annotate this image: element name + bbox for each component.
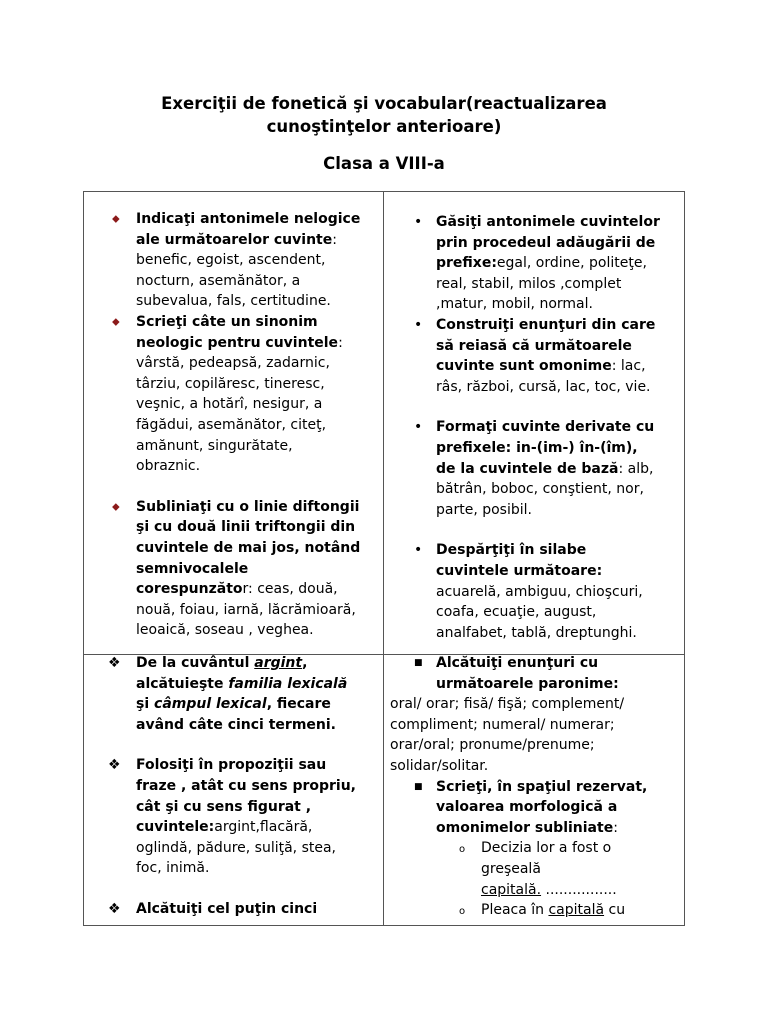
word-list: oglindă, pădure, suliţă, stea, <box>136 839 336 856</box>
exercise-homonyms <box>384 315 684 397</box>
exercise-lexical-family <box>84 653 382 735</box>
cell-bottom-right <box>384 653 684 925</box>
word-list: bătrân, boboc, conştient, nor, <box>436 481 644 498</box>
question-text: : <box>613 819 618 836</box>
word-list: : alb, <box>618 460 654 477</box>
word-list: r: ceas, două, <box>242 581 338 598</box>
sentence-text: greşeală <box>481 860 541 877</box>
exercise-proper-figurative <box>84 755 382 879</box>
question-text: având câte cinci termeni. <box>136 716 336 733</box>
word-list: vârstă, pedeapsă, zadarnic, <box>136 355 330 372</box>
question-text: prin procedeul adăugării de <box>436 234 656 251</box>
question-text: neologic pentru cuvintele <box>136 334 339 351</box>
bullet-dot-icon: • <box>414 542 423 559</box>
bullet-dot-icon: • <box>414 316 423 333</box>
question-text: prefixe: <box>436 255 497 272</box>
question-text: ale următoarelor cuvinte <box>136 231 333 248</box>
arrow-bullet-icon: ⬥ <box>112 314 120 328</box>
diamond-bullet-icon: ❖ <box>108 655 121 671</box>
exercise-derived-words <box>384 417 684 520</box>
question-text: fraze , atât cu sens propriu, <box>136 777 357 794</box>
word-list: foc, inimă. <box>136 860 210 877</box>
word-list: veşnic, a hotărî, nesigur, a <box>136 396 323 413</box>
question-text: Indicaţi antonimele nelogice <box>136 211 361 227</box>
cell-top-right <box>384 212 684 653</box>
bullet-dot-icon: • <box>414 419 423 436</box>
sentence-text: cu <box>604 902 626 919</box>
word-list: acuarelă, ambiguu, chioşcuri, <box>436 583 643 600</box>
question-text: Formaţi cuvinte derivate cu <box>436 419 655 436</box>
question-text: Găsiţi antonimele cuvintelor <box>436 214 660 230</box>
exercise-synonyms-neologic <box>84 312 382 477</box>
paronym-list <box>384 694 684 776</box>
question-text: Subliniaţi cu o linie diftongii <box>136 498 360 515</box>
word-list: făgădui, asemănător, citeţ, <box>136 416 327 433</box>
exercise-at-least-five <box>84 899 382 920</box>
document-subtitle: Clasa a VIII-a <box>323 154 445 173</box>
subitem-sentence-2 <box>384 900 684 921</box>
word-list: : lac, <box>611 358 646 375</box>
exercise-diphthongs <box>84 497 382 641</box>
sentence-text: Decizia lor a fost o <box>481 840 612 857</box>
word-list: amănunt, singurătate, <box>136 437 293 454</box>
circle-bullet-icon: o <box>459 906 466 918</box>
question-text: Alcătuiţi enunţuri cu <box>436 655 599 671</box>
word-list: benefic, egoist, ascendent, <box>136 252 326 269</box>
question-text: Scrieţi câte un sinonim <box>136 313 318 330</box>
exercise-morphological-value <box>384 777 684 839</box>
word-list: egal, ordine, politeţe, <box>496 255 647 272</box>
question-text: alcătuieşte <box>136 675 229 692</box>
word-list: coafa, ecuaţie, august, <box>436 604 597 621</box>
question-text: Alcătuiţi cel puţin cinci <box>136 900 318 917</box>
question-text: şi cu două linii triftongii din <box>136 519 356 536</box>
question-text: Despărţiţi în silabe <box>436 542 587 559</box>
question-text: argint <box>254 655 303 671</box>
title-line-2: cunoştinţelor anterioare) <box>266 117 502 136</box>
subitem-sentence-1 <box>384 838 684 900</box>
diamond-bullet-icon: ❖ <box>108 757 121 774</box>
diamond-bullet-icon: ❖ <box>108 900 121 917</box>
circle-bullet-icon: o <box>459 844 466 856</box>
question-text: cuvintele de mai jos, notând <box>136 539 361 556</box>
question-text: câmpul lexical <box>154 696 267 713</box>
question-text: următoarele paronime: <box>436 675 619 692</box>
question-text: semnivocalele <box>136 560 249 577</box>
question-text: prefixele: in-(im-) în-(îm), <box>436 439 638 456</box>
exercise-paronyms <box>384 653 684 694</box>
word-list: nocturn, asemănător, a <box>136 272 301 289</box>
question-text: cuvinte sunt omonime <box>436 358 612 375</box>
cell-bottom-left <box>84 653 382 925</box>
word-list: ,matur, mobil, normal. <box>436 296 593 313</box>
question-text: : <box>338 334 343 351</box>
bullet-dot-icon: • <box>414 214 423 230</box>
underlined-homonym: capitală <box>548 902 605 919</box>
word-list: nouă, foiau, iarnă, lăcrămioară, <box>136 601 356 618</box>
question-text: , <box>302 655 308 671</box>
question-text: să reiasă că următoarele <box>436 337 632 354</box>
word-list: real, stabil, milos ,complet <box>436 275 622 292</box>
title-line-1: Exerciţii de fonetică şi vocabular(reactualizarea <box>161 94 607 113</box>
underlined-homonym: capitală. <box>481 881 542 898</box>
question-text: : <box>332 231 337 248</box>
document-title <box>0 92 768 138</box>
word-list: râs, război, cursă, lac, toc, vie. <box>436 378 651 395</box>
question-text: familia lexicală <box>228 675 348 692</box>
word-list: obraznic. <box>136 458 201 475</box>
question-text: valoarea morfologică a <box>436 799 618 816</box>
cell-top-left <box>84 209 382 653</box>
word-list: leoaică, soseau , veghea. <box>136 622 314 639</box>
question-text: De la cuvântul <box>136 655 255 671</box>
question-text: Folosiţi în propoziţii sau <box>136 757 327 774</box>
arrow-bullet-icon: ⬥ <box>112 499 120 513</box>
word-list: solidar/solitar. <box>390 757 489 774</box>
word-list: parte, posibil. <box>436 501 532 518</box>
answer-blank: ................ <box>541 881 617 898</box>
square-bullet-icon: ■ <box>414 658 423 668</box>
question-text: de la cuvintele de bază <box>436 460 619 477</box>
question-text: omonimelor subliniate <box>436 819 614 836</box>
word-list: târziu, copilăresc, tineresc, <box>136 375 325 392</box>
arrow-bullet-icon: ⬥ <box>112 212 120 225</box>
exercise-syllables <box>384 540 684 643</box>
question-text: cât şi cu sens figurat , <box>136 798 312 815</box>
word-list: compliment; numeral/ numerar; <box>390 716 615 733</box>
square-bullet-icon: ■ <box>414 781 423 792</box>
question-text: Scrieţi, în spaţiul rezervat, <box>436 778 648 795</box>
question-text: corespunzăto <box>136 581 243 598</box>
exercise-antonyms-nonlogical <box>84 209 382 312</box>
word-list: argint,flacără, <box>214 819 313 836</box>
question-text: şi <box>136 696 155 713</box>
question-text: Construiţi enunţuri din care <box>436 316 656 333</box>
question-text: , fiecare <box>266 696 331 713</box>
word-list: subevalua, fals, certitudine. <box>136 293 331 310</box>
exercise-antonyms-prefix <box>384 212 684 315</box>
word-list: analfabet, tablă, dreptunghi. <box>436 624 637 641</box>
question-text: cuvintele: <box>136 819 215 836</box>
word-list: orar/oral; pronume/prenume; <box>390 737 595 754</box>
word-list: oral/ orar; fisă/ fişă; complement/ <box>390 696 625 713</box>
sentence-text: Pleaca în <box>481 902 549 919</box>
question-text: cuvintele următoare: <box>436 562 603 579</box>
